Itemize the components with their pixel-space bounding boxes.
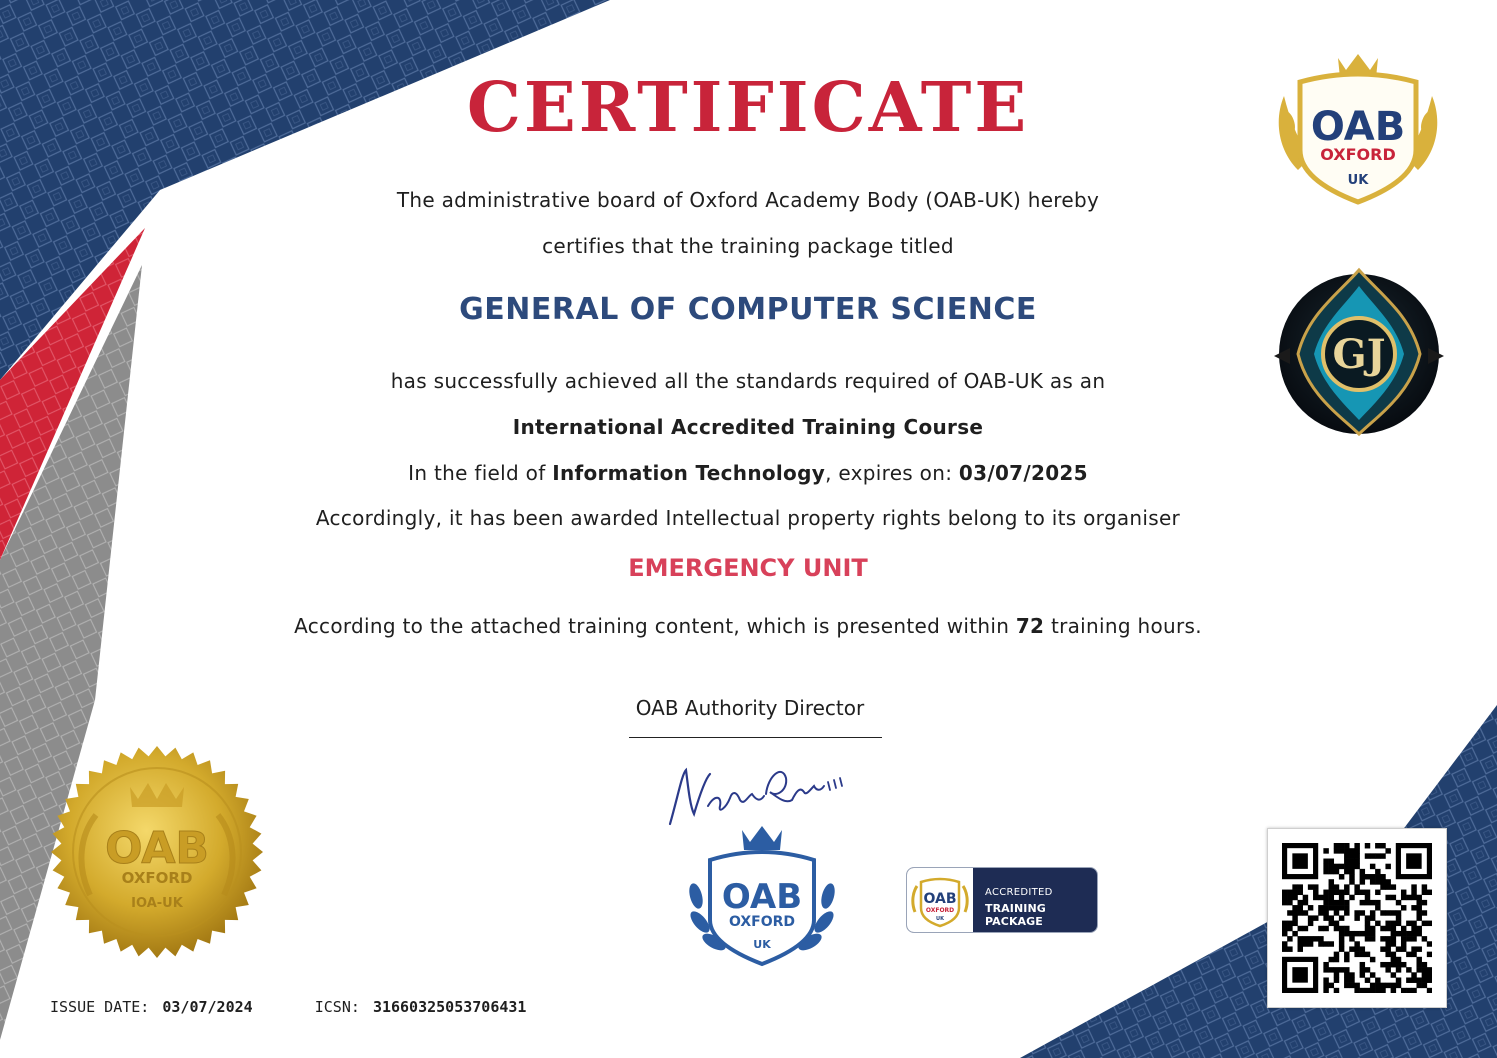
logo-top-line1: OAB <box>1310 104 1406 150</box>
field-name: Information Technology <box>552 461 826 485</box>
emblem-glyph: GJ <box>1332 331 1386 378</box>
accreditation-line: International Accredited Training Course <box>512 415 984 439</box>
accredited-badge <box>906 867 1098 933</box>
seal-line3: IOA-UK <box>131 896 183 911</box>
badge-accredited-text: ACCREDITED <box>985 887 1053 898</box>
qr-code-frame <box>1267 828 1447 1008</box>
logo-top-line3: UK <box>1347 173 1369 188</box>
hours-value: 72 <box>1015 614 1045 638</box>
crest-line2: OXFORD <box>728 914 796 930</box>
oab-oxford-logo-top <box>1268 50 1448 212</box>
hours-prefix: According to the attached training content, which is presented within <box>294 614 1016 638</box>
intro-line-2: certifies that the training package titled <box>542 234 954 258</box>
seal-line2: OXFORD <box>121 869 193 887</box>
badge-logo-line2: OXFORD <box>925 907 955 914</box>
field-prefix: In the field of <box>408 461 553 485</box>
field-line <box>248 461 1248 485</box>
expires-prefix: , expires on: <box>825 461 959 485</box>
issue-date-value: 03/07/2024 <box>162 998 253 1016</box>
director-title: OAB Authority Director <box>635 696 865 720</box>
crest-line3: UK <box>753 938 771 951</box>
course-title: GENERAL OF COMPUTER SCIENCE <box>459 292 1037 327</box>
seal-line1: OAB <box>105 823 209 874</box>
crest-line1: OAB <box>721 877 803 917</box>
awarded-line: Accordingly, it has been awarded Intellectual property rights belong to its organiser <box>315 506 1181 530</box>
icsn-value: 31660325053706431 <box>372 998 527 1016</box>
qr-code <box>1282 843 1432 993</box>
achieved-line: has successfully achieved all the standards required of OAB-UK as an <box>390 369 1106 393</box>
footer <box>50 998 526 1016</box>
icsn-label: ICSN: <box>314 998 360 1016</box>
gold-seal <box>50 745 264 959</box>
expires-date: 03/07/2025 <box>958 461 1088 485</box>
badge-logo-panel <box>907 868 973 932</box>
logo-top-line2: OXFORD <box>1320 145 1396 164</box>
director-signature <box>660 756 860 836</box>
organiser-name: EMERGENCY UNIT <box>628 554 868 582</box>
oab-oxford-crest <box>682 826 842 970</box>
badge-training-package-text: TRAINING PACKAGE <box>985 902 1046 928</box>
badge-logo-line1: OAB <box>923 891 957 907</box>
hours-suffix: training hours. <box>1044 614 1202 638</box>
issue-date-label: ISSUE DATE: <box>50 998 150 1016</box>
intro-line-1: The administrative board of Oxford Academy Body (OAB-UK) hereby <box>396 188 1100 212</box>
hours-line <box>248 614 1248 638</box>
badge-logo-line3: UK <box>936 916 944 922</box>
organiser-emblem <box>1270 264 1448 440</box>
signature-line <box>629 737 882 738</box>
badge-oab-logo <box>907 868 973 932</box>
certificate-title: CERTIFICATE <box>466 68 1030 148</box>
